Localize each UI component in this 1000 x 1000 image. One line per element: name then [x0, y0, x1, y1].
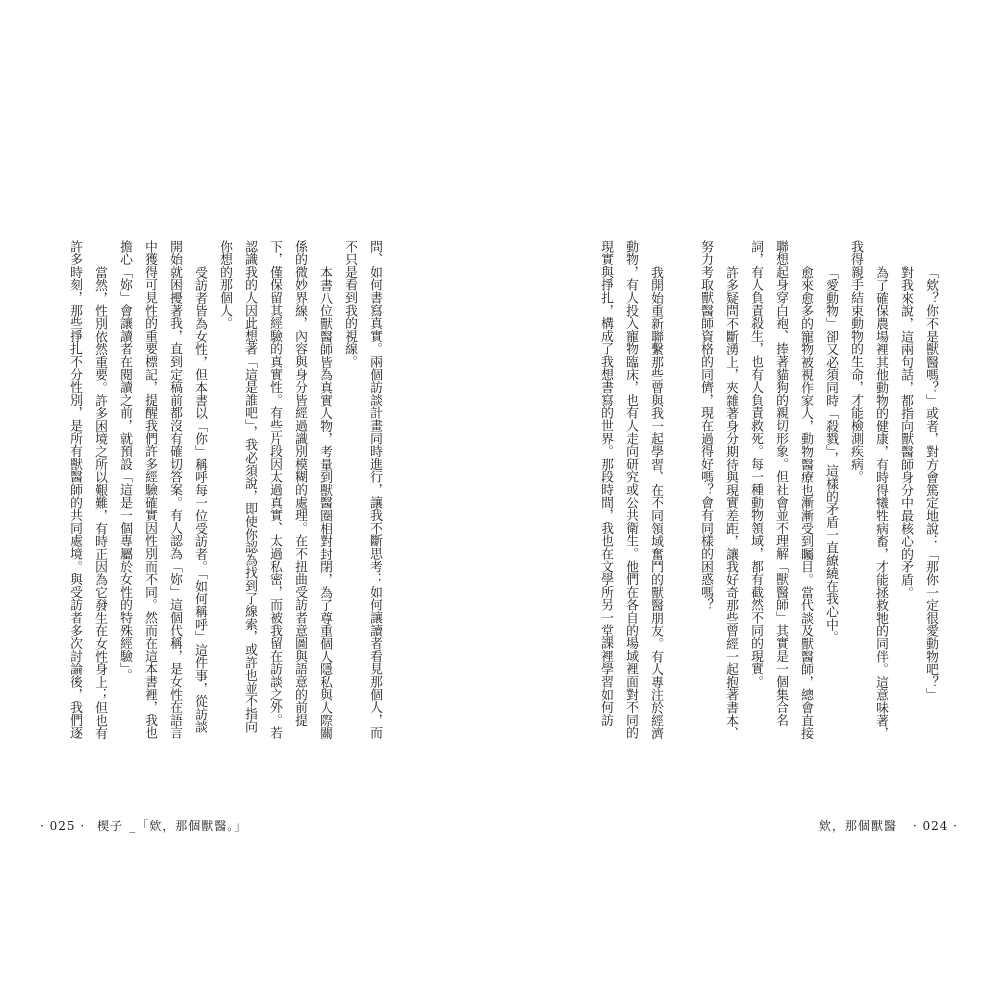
running-head: 欸，那個獸醫	[818, 819, 897, 833]
text-line: 努力考取獸醫師資格的同儕，現在過得好嗎？會有同樣的困惑嗎？	[698, 240, 713, 612]
text-line: 係的微妙界線，內容與身分皆經過識別模糊的處理。在不扭曲受訪者意圖與語意的前提	[292, 240, 307, 727]
paragraph	[843, 240, 893, 740]
left-page-body	[62, 240, 387, 740]
text-line: 「愛動物」卻又必須同時「殺戮」，這樣的矛盾一直繚繞在我心中。	[823, 265, 838, 644]
text-line: 問、如何書寫真實。兩個訪談計畫同時進行，讓我不斷思考：如何讓讀者看見那個人，而	[367, 240, 382, 740]
left-page-footer	[40, 818, 247, 834]
text-line: 許多疑問不斷湧上，夾雜著身分期待與現實差距，讓我好奇那些曾經一起抱著書本、	[723, 265, 738, 740]
text-line: 「欸？你不是獸醫嗎？」或者，對方會篤定地說：「那你一定很愛動物吧？」	[923, 265, 938, 701]
chapter-title: _「欸，那個獸醫。」	[129, 819, 248, 833]
text-line: 本書八位獸醫師皆為真實人物，考量到獸醫圈相對封閉，為了尊重個人隱私與人際關	[317, 265, 332, 740]
paragraph	[337, 240, 387, 740]
paragraph	[693, 240, 743, 740]
chapter-label: 楔子	[97, 819, 124, 833]
text-line: 當然，性別依然重要。許多困境之所以艱難，有時正因為它發生在女性身上；但也有	[92, 265, 107, 740]
text-line: 現實與掙扎，構成了我想書寫的世界。那段時間，我也在文學所另一堂課裡學習如何訪	[598, 240, 613, 727]
text-line: 開始就困擾著我，直到定稿前都沒有確切答案。有人認為「妳」這個代稱，是女性在語言	[167, 240, 182, 740]
page-number: · 024 ·	[912, 819, 958, 833]
text-line: 下，僅保留其經驗的真實性。有些片段因太過真實、太過私密，而被我留在訪談之外。若	[267, 240, 282, 740]
text-line: 擔心「妳」會讓讀者在閱讀之前，就預設「這是一個專屬於女性的特殊經驗」。	[117, 240, 132, 682]
text-line: 為了確保農場裡其他動物的健康，有時得犧牲病畜，才能拯救牠的同伴。這意味著，	[873, 265, 888, 740]
text-line: 許多時刻，那些掙扎不分性別，是所有獸醫師的共同處境。與受訪者多次討論後，我們逐	[67, 240, 82, 740]
paragraph	[62, 240, 112, 740]
text-line: 中獲得可見性的重要標記，提醒我們許多經驗確實因性別而不同。然而在這本書裡，我也	[142, 240, 157, 740]
section-break	[668, 240, 693, 740]
paragraph	[743, 240, 818, 740]
text-line: 聯想起身穿白袍、捧著貓狗的親切形象。但社會並不理解「獸醫師」其實是一個集合名	[773, 240, 788, 727]
text-line: 詞，有人負責殺生，也有人負責救死。每一種動物領域，都有截然不同的現實。	[748, 240, 763, 688]
paragraph	[918, 240, 943, 740]
text-line: 你想的那個人。	[217, 240, 232, 330]
text-line: 不只是看到我的視線。	[342, 240, 357, 368]
paragraph	[112, 240, 212, 740]
text-line: 受訪者皆為女性，但本書以「你」稱呼每一位受訪者。「如何稱呼」這件事，從訪談	[192, 265, 207, 733]
text-line: 我得親手結束動物的生命，才能檢測疾病。	[848, 240, 863, 484]
text-line: 愈來愈多的寵物被視作家人，動物醫療也漸漸受到矚目。當代談及獸醫師，總會直接	[798, 265, 813, 740]
paragraph	[893, 240, 918, 740]
paragraph	[818, 240, 843, 740]
right-page-body	[593, 240, 943, 740]
text-line: 動物，有人投入寵物臨床，也有人走向研究或公共衛生。他們在各自的場域裡面對不同的	[623, 240, 638, 740]
right-page	[500, 0, 1000, 1000]
page-number: · 025 ·	[40, 819, 86, 833]
text-line: 認識我的人因此想著「這是誰吧」，我必須說，即使你認為找到了線索，或許也並不指向	[242, 240, 257, 733]
paragraph	[593, 240, 668, 740]
paragraph	[212, 240, 337, 740]
text-line: 我開始重新聯繫那些曾與我一起學習、在不同領域奮鬥的獸醫朋友。有人專注於經濟	[648, 265, 663, 740]
right-page-footer	[819, 818, 958, 834]
text-line: 對我來說，這兩句話，都指向獸醫師身分中最核心的矛盾。	[898, 265, 913, 599]
